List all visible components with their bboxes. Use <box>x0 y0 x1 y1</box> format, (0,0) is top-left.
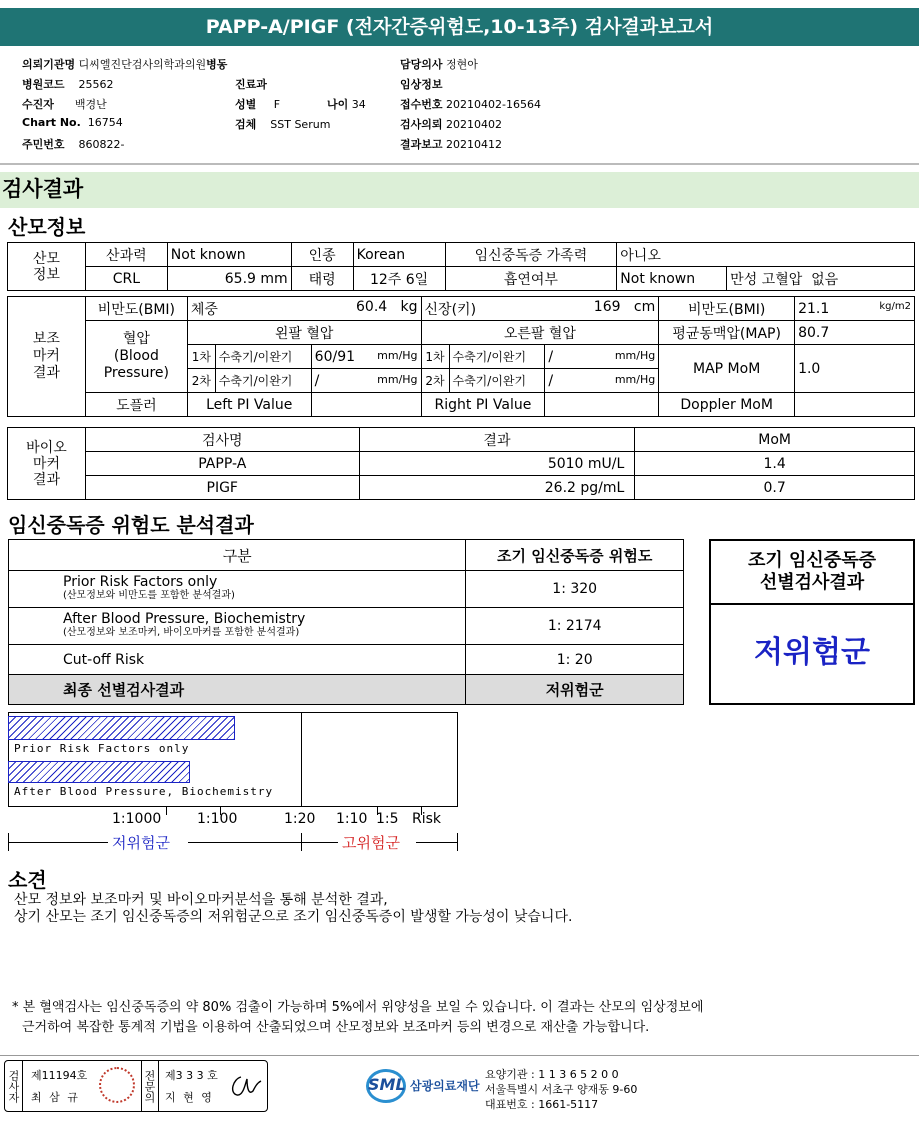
org-logo <box>366 1067 486 1103</box>
left-first-value: 60/91 <box>314 348 356 365</box>
family-value: 아니오 <box>617 243 915 267</box>
left-pi-label: Left PI Value <box>187 393 311 417</box>
ward-label: 병동 <box>206 58 228 71</box>
risk-heading: 임신중독증 위험도 분석결과 <box>8 513 254 537</box>
org-contact <box>485 1067 637 1112</box>
age-label: 나이 <box>327 98 349 111</box>
id-label: 주민번호 <box>22 138 65 151</box>
bp-label: 혈압 (Blood Pressure) <box>85 321 187 393</box>
bio-col-result: 결과 <box>359 428 635 452</box>
crl-value: 65.9 mm <box>167 267 291 291</box>
table-row <box>8 452 915 476</box>
crl-label: CRL <box>85 267 167 291</box>
right-second-cell <box>545 369 659 393</box>
scale-low-line-b <box>188 842 301 843</box>
bmi-unit: kg/m2 <box>879 300 911 312</box>
org-address: 서울특별시 서초구 양재동 9-60 <box>485 1083 638 1096</box>
smoking-value: Not known <box>617 267 727 291</box>
tick-label: 1:100 <box>197 811 238 827</box>
maternal-table <box>7 242 915 291</box>
hospital-code-label: 병원코드 <box>22 78 65 91</box>
receipt-label: 접수번호 <box>400 98 443 111</box>
right-pi-label: Right PI Value <box>421 393 545 417</box>
bar-label-after: After Blood Pressure, Biochemistry <box>14 785 274 798</box>
family-label: 임신중독증 가족력 <box>445 243 617 267</box>
chart-value: 16754 <box>87 116 123 129</box>
bmi-value: 21.1 <box>798 300 830 317</box>
tester-name: 최 삼 규 <box>31 1091 80 1104</box>
bio-mom: 1.4 <box>635 452 915 476</box>
doppler-mom-value <box>795 393 915 417</box>
risk-col-risk: 조기 임신중독증 위험도 <box>466 540 684 571</box>
request-label: 검사의뢰 <box>400 118 443 131</box>
bio-name: PAPP-A <box>85 452 359 476</box>
left-second-sysdia: 수축기/이완기 <box>215 369 311 393</box>
right-second-label: 2차 <box>421 369 449 393</box>
htn-cell <box>727 267 915 291</box>
tick-label: 1:10 <box>336 811 368 827</box>
bio-mom: 0.7 <box>635 476 915 500</box>
risk-row-value: 1: 2174 <box>466 608 684 645</box>
scale-right-end <box>457 833 458 851</box>
left-bp-header: 왼팔 혈압 <box>187 321 421 345</box>
seal-icon <box>99 1067 135 1103</box>
institution-value: 디씨엘진단검사의학과의원 <box>78 58 207 71</box>
left-first-cell <box>311 345 421 369</box>
bmi-label: 비만도(BMI) <box>85 297 187 321</box>
left-pi-value <box>311 393 421 417</box>
risk-row-sub: (산모정보와 비만도를 포함한 분석결과) <box>63 590 235 601</box>
maternal-group-label: 산모 정보 <box>8 243 86 291</box>
right-pi-value <box>545 393 659 417</box>
screening-result-title: 조기 임신중독증 선별검사결과 <box>711 541 913 605</box>
tick-label: Risk <box>412 811 442 827</box>
height-cell <box>421 297 659 321</box>
risk-row-value: 1: 320 <box>466 571 684 608</box>
map-value: 80.7 <box>795 321 915 345</box>
scale-low-line-a <box>8 842 108 843</box>
risk-bar-prior <box>8 716 235 740</box>
right-second-unit: mm/Hg <box>614 372 656 386</box>
right-bp-header: 오른팔 혈압 <box>421 321 659 345</box>
tester-label: 검사자 <box>5 1061 23 1111</box>
scale-high-line-a <box>302 842 338 843</box>
table-row <box>9 645 684 675</box>
right-second-value: / <box>548 372 554 389</box>
left-second-value: / <box>314 372 320 389</box>
specimen-label: 검체 <box>235 118 257 131</box>
report-date-label: 결과보고 <box>400 138 443 151</box>
final-result-value: 저위험군 <box>466 675 684 705</box>
bio-result: 26.2 pg/mL <box>359 476 635 500</box>
note-line-1: * 본 혈액검사는 임신중독증의 약 80% 검출이 가능하며 5%에서 위양성을 보일 수 있습니다. 이 결과는 산모의 임상정보에 <box>12 1000 704 1015</box>
risk-bar-after <box>8 761 190 783</box>
biomarker-table <box>7 427 915 500</box>
htn-label: 만성 고혈압 <box>730 271 803 288</box>
map-mom-label: MAP MoM <box>659 345 795 393</box>
tick-label: 1:1000 <box>112 811 162 827</box>
aux-group-label: 보조 마커 결과 <box>8 297 86 417</box>
right-first-label: 1차 <box>421 345 449 369</box>
doctor-value: 정현아 <box>446 58 478 71</box>
map-mom-value: 1.0 <box>795 345 915 393</box>
logo-text: SML <box>368 1075 406 1094</box>
patient-label: 수진자 <box>22 98 54 111</box>
hospital-code-value: 25562 <box>78 78 114 91</box>
aux-table <box>7 296 915 417</box>
low-risk-label: 저위험군 <box>112 834 170 852</box>
tick-label: 1:20 <box>284 811 316 827</box>
weight-unit: kg <box>400 298 418 315</box>
risk-row-name: Prior Risk Factors only <box>63 574 218 590</box>
weight-value: 60.4 <box>356 298 388 315</box>
left-second-unit: mm/Hg <box>377 372 418 386</box>
risk-table <box>8 539 684 705</box>
smoking-label: 흡연여부 <box>445 267 617 291</box>
sex-value: F <box>273 98 281 111</box>
request-value: 20210402 <box>446 118 503 131</box>
table-row <box>9 571 684 608</box>
report-title: PAPP-A/PIGF (전자간증위험도,10-13주) 검사결과보고서 <box>0 8 919 46</box>
bio-col-mom: MoM <box>635 428 915 452</box>
right-first-value: / <box>548 348 554 365</box>
doppler-mom-label: Doppler MoM <box>659 393 795 417</box>
htn-value: 없음 <box>811 271 839 288</box>
height-label: 신장(키) <box>424 301 477 318</box>
bio-result: 5010 mU/L <box>359 452 635 476</box>
doctor-label: 담당의사 <box>400 58 443 71</box>
right-first-cell <box>545 345 659 369</box>
receipt-value: 20210402-16564 <box>446 98 541 111</box>
opinion-line-1: 산모 정보와 보조마커 및 바이오마커분석을 통해 분석한 결과, <box>14 892 388 908</box>
left-first-sysdia: 수축기/이완기 <box>215 345 311 369</box>
signature-icon <box>227 1071 263 1101</box>
org-code: 요양기관 : 1 1 3 6 5 2 0 0 <box>485 1068 619 1081</box>
id-value: 860822- <box>78 138 125 151</box>
sex-label: 성별 <box>235 98 257 111</box>
left-second-cell <box>311 369 421 393</box>
opinion-heading: 소견 <box>8 868 47 892</box>
institution-label: 의뢰기관명 <box>22 58 76 71</box>
section-result-title: 검사결과 <box>0 172 919 208</box>
specialist-label: 전문의 <box>141 1061 159 1111</box>
cutoff-line <box>301 712 302 807</box>
ga-label: 태령 <box>291 267 353 291</box>
tester-no: 제11194호 <box>31 1069 88 1082</box>
header-info <box>22 56 902 156</box>
left-second-label: 2차 <box>187 369 215 393</box>
bio-col-name: 검사명 <box>85 428 359 452</box>
tick-label: 1:5 <box>376 811 399 827</box>
gravida-value: Not known <box>167 243 291 267</box>
specialist-name: 지 현 영 <box>165 1091 214 1104</box>
left-first-unit: mm/Hg <box>377 348 418 362</box>
right-second-sysdia: 수축기/이완기 <box>449 369 545 393</box>
age-value: 34 <box>351 98 366 111</box>
ga-value: 12주 6일 <box>353 267 445 291</box>
risk-chart <box>8 712 460 852</box>
height-unit: cm <box>633 298 656 315</box>
bmi-label-2: 비만도(BMI) <box>659 297 795 321</box>
specialist-no: 제3 3 3 호 <box>165 1069 218 1082</box>
map-label: 평균동맥압(MAP) <box>659 321 795 345</box>
signature-box <box>4 1060 268 1112</box>
report-date-value: 20210412 <box>446 138 503 151</box>
right-first-unit: mm/Hg <box>614 348 656 362</box>
height-value: 169 <box>593 298 621 315</box>
patient-value: 백경난 <box>74 98 107 111</box>
screening-result-value: 저위험군 <box>754 635 870 670</box>
org-phone: 대표번호 : 1661-5117 <box>485 1098 599 1111</box>
risk-col-category: 구분 <box>9 540 466 571</box>
maternal-heading: 산모정보 <box>8 215 86 239</box>
gravida-label: 산과력 <box>85 243 167 267</box>
risk-row-value: 1: 20 <box>466 645 684 675</box>
bar-label-prior: Prior Risk Factors only <box>14 742 190 755</box>
final-result-label: 최종 선별검사결과 <box>9 675 466 705</box>
table-row <box>8 476 915 500</box>
risk-row-name: Cut-off Risk <box>9 645 466 675</box>
header-divider <box>0 163 919 165</box>
weight-cell <box>187 297 421 321</box>
screening-result-box <box>709 539 915 705</box>
bmi-cell <box>795 297 915 321</box>
bio-group-label: 바이오 마커 결과 <box>8 428 86 500</box>
org-name: 삼광의료재단 <box>410 1079 480 1093</box>
risk-row-name: After Blood Pressure, Biochemistry <box>63 611 306 627</box>
dept-label: 진료과 <box>235 78 267 91</box>
left-first-label: 1차 <box>187 345 215 369</box>
risk-row-sub: (산모정보와 보조마커, 바이오마커를 포함한 분석결과) <box>63 627 300 638</box>
weight-label: 체중 <box>190 301 218 318</box>
scale-high-line-b <box>416 842 458 843</box>
opinion-line-2: 상기 산모는 조기 임신중독증의 저위험군으로 조기 임신중독증이 발생할 가능성이 낮습니다. <box>14 909 573 925</box>
table-row <box>9 608 684 645</box>
high-risk-label: 고위험군 <box>342 834 400 852</box>
race-label: 인종 <box>291 243 353 267</box>
note-line-2: 근거하여 복잡한 통계적 기법을 이용하여 산출되었으며 산모정보와 보조마커 등의 변경으로 재산출 가능합니다. <box>22 1020 650 1035</box>
bio-name: PIGF <box>85 476 359 500</box>
tick-1000 <box>166 807 167 815</box>
chart-label: Chart No. <box>22 116 81 129</box>
specimen-value: SST Serum <box>270 118 331 131</box>
race-value: Korean <box>353 243 445 267</box>
footer-divider <box>0 1055 919 1056</box>
right-first-sysdia: 수축기/이완기 <box>449 345 545 369</box>
clinical-label: 임상정보 <box>400 78 443 91</box>
doppler-label: 도플러 <box>85 393 187 417</box>
